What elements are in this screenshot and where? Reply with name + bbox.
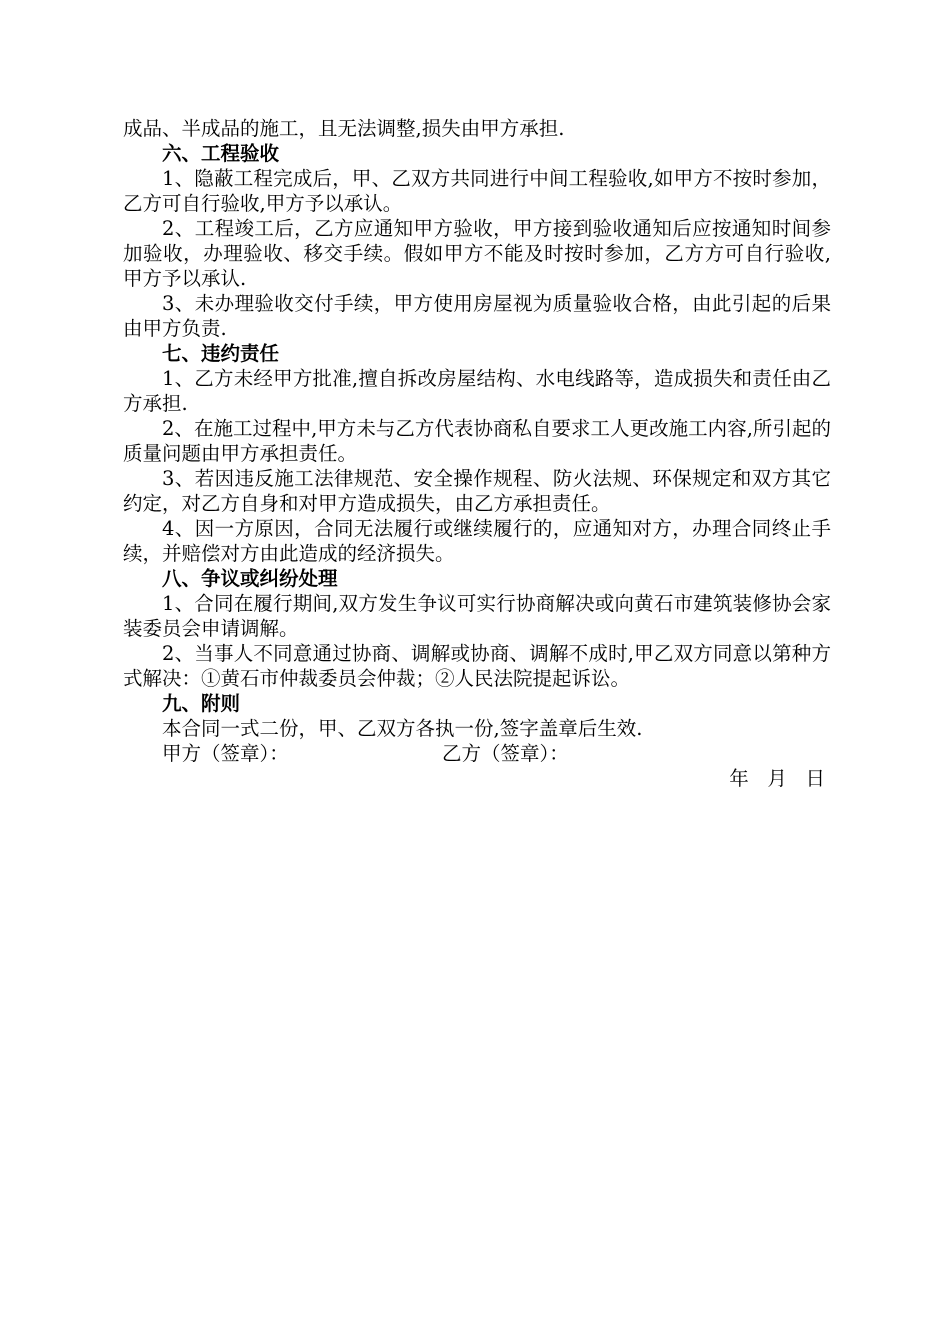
paragraph-7-2: 2、在施工过程中,甲方未与乙方代表协商私自要求工人更改施工内容,所引起的质量问题由甲方承担责任。 xyxy=(123,417,831,465)
paragraph-6-2: 2、工程竣工后，乙方应通知甲方验收，甲方接到验收通知后应按通知时间参加验收，办理验收、移交手续。假如甲方不能及时按时参加，乙方方可自行验收,甲方予以承认. xyxy=(123,217,831,290)
paragraph-9-1: 本合同一式二份，甲、乙双方各执一份,签字盖章后生效. xyxy=(162,717,643,740)
party-b-signature-label: 乙方（签章）： xyxy=(442,742,569,765)
section-heading-acceptance: 六、工程验收 xyxy=(162,142,280,165)
signature-line xyxy=(123,741,831,766)
paragraph-7-1: 1、乙方未经甲方批准,擅自拆改房屋结构、水电线路等，造成损失和责任由乙方承担. xyxy=(123,367,831,415)
paragraph-8-1: 1、合同在履行期间,双方发生争议可实行协商解决或向黄石市建筑装修协会家装委员会申请调解。 xyxy=(123,592,831,640)
paragraph-6-1: 1、隐蔽工程完成后，甲、乙双方共同进行中间工程验收,如甲方不按时参加，乙方可自行验收,甲方予以承认。 xyxy=(123,167,831,215)
paragraph-continuation: 成品、半成品的施工，且无法调整,损失由甲方承担. xyxy=(123,117,565,140)
section-heading-liability: 七、违约责任 xyxy=(162,342,280,365)
paragraph-8-2: 2、当事人不同意通过协商、调解或协商、调解不成时,甲乙双方同意以第种方式解决：①黄石市仲裁委员会仲裁；②人民法院提起诉讼。 xyxy=(123,642,831,690)
document-body xyxy=(123,116,831,791)
date-line: 年 月 日 xyxy=(729,767,825,790)
party-a-signature-label: 甲方（签章）： xyxy=(162,742,289,765)
paragraph-7-4: 4、因一方原因，合同无法履行或继续履行的，应通知对方，办理合同终止手续，并赔偿对方由此造成的经济损失。 xyxy=(123,517,831,565)
paragraph-7-3: 3、若因违反施工法律规范、安全操作规程、防火法规、环保规定和双方其它约定，对乙方自身和对甲方造成损失，由乙方承担责任。 xyxy=(123,467,831,515)
section-heading-disputes: 八、争议或纠纷处理 xyxy=(162,567,338,590)
section-heading-supplementary: 九、附则 xyxy=(162,692,241,715)
paragraph-6-3: 3、未办理验收交付手续，甲方使用房屋视为质量验收合格，由此引起的后果由甲方负责. xyxy=(123,292,831,340)
